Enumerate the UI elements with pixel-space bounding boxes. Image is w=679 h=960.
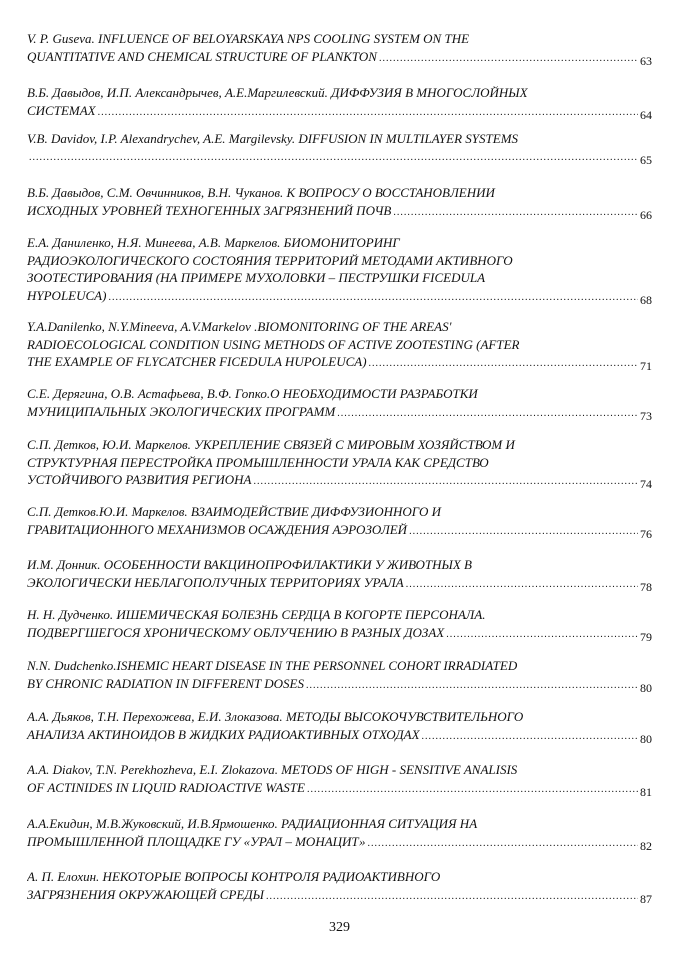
toc-entry-last-line <box>27 287 652 307</box>
toc-entry-line: ПОДВЕРГШЕГОСЯ ХРОНИЧЕСКОМУ ОБЛУЧЕНИЮ В РАЗНЫХ ДОЗАХ <box>27 624 445 640</box>
toc-entry-last-line <box>27 675 652 695</box>
toc-entry-line: HYPOLEUCA) <box>27 287 107 303</box>
toc-entry-last-line <box>27 102 652 122</box>
toc-page-number: 87 <box>640 891 652 906</box>
toc-entry-line: ИСХОДНЫХ УРОВНЕЙ ТЕХНОГЕННЫХ ЗАГРЯЗНЕНИЙ ПОЧВ <box>27 202 392 218</box>
page-number: 329 <box>329 920 350 935</box>
toc-page-number: 66 <box>640 207 652 222</box>
toc-entry-line: А.А.Екидин, М.В.Жуковский, И.В.Ярмошенко. РАДИАЦИОННАЯ СИТУАЦИЯ НА <box>27 816 478 831</box>
toc-entry-last-line <box>27 521 652 541</box>
dot-leader <box>266 888 638 906</box>
toc-page-number: 73 <box>640 408 652 423</box>
toc-entry-last-line <box>27 148 652 167</box>
toc-entry <box>27 130 652 166</box>
toc-entry <box>27 815 652 852</box>
toc-entry-line: N.N. Dudchenko.ISHEMIC HEART DISEASE IN THE PERSONNEL COHORT IRRADIATED <box>27 658 518 673</box>
toc-entry <box>27 84 652 121</box>
toc-entry-last-line <box>27 403 652 423</box>
toc-page-number: 65 <box>640 152 652 167</box>
toc-entry-line: МУНИЦИПАЛЬНЫХ ЭКОЛОГИЧЕСКИХ ПРОГРАММ <box>27 403 336 419</box>
dot-leader <box>393 204 638 222</box>
toc-entry <box>27 761 652 798</box>
toc-page-number: 82 <box>640 838 652 853</box>
toc-page-number: 74 <box>640 477 652 491</box>
toc-entry-line: BY CHRONIC RADIATION IN DIFFERENT DOSES <box>27 675 304 691</box>
toc-entry-last-line <box>27 48 652 68</box>
toc-page-number: 64 <box>640 107 652 122</box>
toc-page-number: 63 <box>640 53 652 68</box>
toc-entry-line: QUANTITATIVE AND CHEMICAL STRUCTURE OF PLANKTON <box>27 48 377 64</box>
toc-entry <box>27 556 652 593</box>
toc-entry-line: СТРУКТУРНАЯ ПЕРЕСТРОЙКА ПРОМЫШЛЕННОСТИ УРАЛА КАК СРЕДСТВО <box>27 454 489 470</box>
dot-leader <box>409 523 638 541</box>
toc-entry-last-line <box>27 779 652 799</box>
dot-leader <box>422 728 638 746</box>
toc-entry-line: А. П. Елохин. НЕКОТОРЫЕ ВОПРОСЫ КОНТРОЛЯ РАДИОАКТИВНОГО <box>27 869 441 884</box>
toc-entry-line: УСТОЙЧИВОГО РАЗВИТИЯ РЕГИОНА <box>27 472 252 487</box>
toc-entry <box>27 318 652 373</box>
dot-leader <box>253 473 638 491</box>
dot-leader <box>29 149 638 167</box>
toc-entry-line: РАДИОЭКОЛОГИЧЕСКОГО СОСТОЯНИЯ ТЕРРИТОРИЙ МЕТОДАМИ АКТИВНОГО <box>27 252 513 268</box>
toc-entry <box>27 30 652 67</box>
toc-entry-line: ПРОМЫШЛЕННОЙ ПЛОЩАДКЕ ГУ «УРАЛ – МОНАЦИТ» <box>27 833 366 849</box>
toc-entry-last-line <box>27 833 652 853</box>
toc-page-number: 81 <box>640 784 652 799</box>
toc-entry <box>27 868 652 905</box>
dot-leader <box>379 50 638 68</box>
toc-entry <box>27 657 652 694</box>
toc-page-number: 76 <box>640 526 652 541</box>
toc-page-number: 79 <box>640 629 652 644</box>
toc-entry-line: ГРАВИТАЦИОННОГО МЕХАНИЗМОВ ОСАЖДЕНИЯ АЭРОЗОЛЕЙ <box>27 521 408 537</box>
toc-entry-last-line <box>27 886 652 906</box>
toc-page-number: 71 <box>640 359 652 373</box>
toc-entry-line: СИСТЕМАХ <box>27 102 96 118</box>
toc-entry-line: THE EXAMPLE OF FLYCATCHER FICEDULA HUPOLEUCA) <box>27 354 367 369</box>
toc-entry-line: В.Б. Давыдов, И.П. Александрычев, А.Е.Маргилевский. ДИФФУЗИЯ В МНОГОСЛОЙНЫХ <box>27 85 528 100</box>
toc-entry <box>27 436 652 491</box>
toc-entry <box>27 184 652 221</box>
toc-entry-last-line <box>27 726 652 746</box>
toc-entry-line: Е.А. Даниленко, Н.Я. Минеева, А.В. Маркелов. БИОМОНИТОРИНГ <box>27 235 400 250</box>
toc-entry-line: Y.A.Danilenko, N.Y.Mineeva, A.V.Markelov .BIOMONITORING OF THE AREAS' <box>27 319 452 334</box>
toc-entry-line: OF ACTINIDES IN LIQUID RADIOACTIVE WASTE <box>27 779 305 795</box>
toc-entry-last-line <box>27 202 652 222</box>
toc-entry <box>27 606 652 643</box>
toc-entry <box>27 503 652 540</box>
dot-leader <box>446 626 638 644</box>
toc-entry-last-line <box>27 574 652 594</box>
toc-page-number: 80 <box>640 680 652 695</box>
dot-leader <box>367 835 638 853</box>
toc-entry <box>27 234 652 306</box>
toc-entry-line: И.М. Донник. ОСОБЕННОСТИ ВАКЦИНОПРОФИЛАКТИКИ У ЖИВОТНЫХ В <box>27 557 472 572</box>
toc-entry <box>27 708 652 745</box>
dot-leader <box>108 289 638 307</box>
dot-leader <box>369 355 638 373</box>
dot-leader <box>307 781 638 799</box>
dot-leader <box>306 677 638 695</box>
toc-entry-line: С.П. Детков, Ю.И. Маркелов. УКРЕПЛЕНИЕ СВЯЗЕЙ С МИРОВЫМ ХОЗЯЙСТВОМ И <box>27 437 515 452</box>
toc-entry-last-line <box>27 471 652 491</box>
toc-entry-line: RADIOECOLOGICAL CONDITION USING METHODS OF ACTIVE ZOOTESTING (AFTER <box>27 336 520 352</box>
dot-leader <box>406 576 638 594</box>
toc-entry <box>27 385 652 422</box>
toc-page-number: 68 <box>640 292 652 307</box>
toc-entry-last-line <box>27 624 652 644</box>
toc-entry-line: С.П. Детков.Ю.И. Маркелов. ВЗАИМОДЕЙСТВИЕ ДИФФУЗИОННОГО И <box>27 504 442 519</box>
toc-entry-line: В.Б. Давыдов, С.М. Овчинников, В.Н. Чуканов. К ВОПРОСУ О ВОССТАНОВЛЕНИИ <box>27 185 495 200</box>
toc-entry-line: АНАЛИЗА АКТИНОИДОВ В ЖИДКИХ РАДИОАКТИВНЫХ ОТХОДАХ <box>27 726 420 742</box>
dot-leader <box>337 405 638 423</box>
toc-page-number: 80 <box>640 731 652 746</box>
toc-entry-line: A.A. Diakov, T.N. Perekhozheva, E.I. Zlokazova. METODS OF HIGH - SENSITIVE ANALISIS <box>27 762 518 777</box>
toc-entry-line: ЭКОЛОГИЧЕСКИ НЕБЛАГОПОЛУЧНЫХ ТЕРРИТОРИЯХ УРАЛА <box>27 574 404 590</box>
dot-leader <box>98 104 638 122</box>
toc-entry-line: ЗАГРЯЗНЕНИЯ ОКРУЖАЮЩЕЙ СРЕДЫ <box>27 886 264 902</box>
toc-entry-last-line <box>27 353 652 373</box>
toc-entry-line: С.Е. Дерягина, О.В. Астафьева, В.Ф. Гопко.О НЕОБХОДИМОСТИ РАЗРАБОТКИ <box>27 386 478 401</box>
toc-page-number: 78 <box>640 579 652 594</box>
toc-entry-line: Н. Н. Дудченко. ИШЕМИЧЕСКАЯ БОЛЕЗНЬ СЕРДЦА В КОГОРТЕ ПЕРСОНАЛА. <box>27 607 486 622</box>
toc-entry-line: А.А. Дьяков, Т.Н. Перехожева, Е.И. Злоказова. МЕТОДЫ ВЫСОКОЧУВСТВИТЕЛЬНОГО <box>27 709 524 724</box>
toc-entry-line: V.B. Davidov, I.P. Alexandrychev, A.E. Margilevsky. DIFFUSION IN MULTILAYER SYSTEMS <box>27 131 519 146</box>
toc-entry-line: V. P. Guseva. INFLUENCE OF BELOYARSKAYA NPS COOLING SYSTEM ON THE <box>27 31 470 46</box>
toc-entry-line: ЗООТЕСТИРОВАНИЯ (НА ПРИМЕРЕ МУХОЛОВКИ – ПЕСТРУШКИ FICEDULA <box>27 270 486 285</box>
